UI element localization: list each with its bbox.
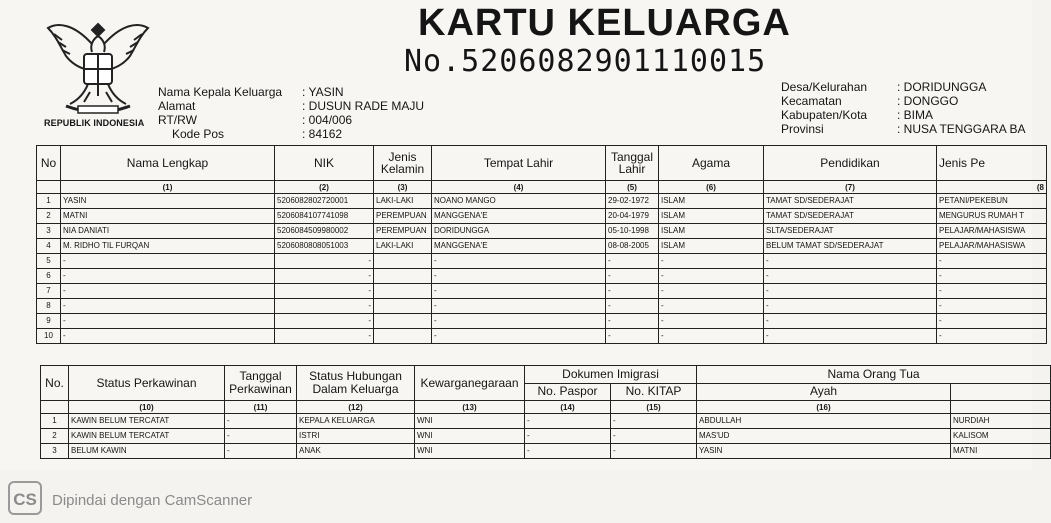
cell-kerja: PELAJAR/MAHASISWA: [937, 239, 1047, 254]
cell-kitap: -: [611, 429, 697, 444]
cell-pend: -: [764, 254, 937, 269]
cell-jk: LAKI-LAKI: [374, 239, 432, 254]
index-cell: (12): [297, 401, 415, 414]
cell-no: 3: [41, 444, 69, 459]
cell-tgl: -: [606, 284, 659, 299]
cell-no: 1: [41, 414, 69, 429]
table-row: [37, 224, 1047, 239]
table-row: [37, 284, 1047, 299]
cell-hub: ISTRI: [297, 429, 415, 444]
document-title: KARTU KELUARGA: [418, 2, 791, 44]
camscanner-logo-icon: CS: [8, 481, 42, 515]
cell-kerja: -: [937, 329, 1047, 344]
cell-tgl: -: [606, 299, 659, 314]
cell-no: 9: [37, 314, 61, 329]
cell-pend: BELUM TAMAT SD/SEDERAJAT: [764, 239, 937, 254]
cell-tgl: 20-04-1979: [606, 209, 659, 224]
index-cell: (11): [225, 401, 297, 414]
cell-tempat: NOANO MANGO: [432, 194, 606, 209]
index-cell: (2): [275, 181, 374, 194]
cell-no: 2: [41, 429, 69, 444]
garuda-emblem-icon: [44, 14, 152, 124]
cell-no: 1: [37, 194, 61, 209]
cell-tgl: -: [225, 444, 297, 459]
cell-hub: KEPALA KELUARGA: [297, 414, 415, 429]
table-row: [37, 209, 1047, 224]
cell-jk: [374, 284, 432, 299]
col-header-no-paspor: No. Paspor: [525, 383, 611, 401]
header-label: RT/RW: [158, 113, 197, 127]
cell-tempat: -: [432, 314, 606, 329]
table-row: [37, 299, 1047, 314]
cell-tgl: 05-10-1998: [606, 224, 659, 239]
cell-tgl: -: [225, 414, 297, 429]
col-header-tanggal-perkawinan: Tanggal Perkawinan: [225, 366, 297, 401]
cell-agama: ISLAM: [659, 209, 764, 224]
header-value: : DONGGO: [897, 94, 959, 108]
cell-warga: WNI: [415, 444, 525, 459]
cell-no: 4: [37, 239, 61, 254]
cell-tempat: -: [432, 329, 606, 344]
cell-tempat: -: [432, 284, 606, 299]
cell-nama: -: [61, 314, 275, 329]
cell-ibu: NURDIAH: [951, 414, 1051, 429]
cell-paspor: -: [525, 429, 611, 444]
cell-warga: WNI: [415, 414, 525, 429]
cell-kerja: MENGURUS RUMAH T: [937, 209, 1047, 224]
col-header-dokumen-imigrasi: Dokumen Imigrasi: [525, 366, 697, 384]
header-value: : 004/006: [302, 113, 353, 127]
table-row: [41, 444, 1051, 459]
index-cell: (4): [432, 181, 606, 194]
cell-pend: SLTA/SEDERAJAT: [764, 224, 937, 239]
cell-pend: -: [764, 329, 937, 344]
status-table: [40, 365, 1051, 459]
cell-agama: -: [659, 254, 764, 269]
cell-nik: -: [275, 254, 374, 269]
col-header-nik: NIK: [275, 146, 374, 181]
index-cell: (1): [61, 181, 275, 194]
cell-no: 5: [37, 254, 61, 269]
header-label: Kabupaten/Kota: [781, 108, 868, 122]
header-label: Kecamatan: [781, 94, 842, 108]
cell-tgl: -: [606, 254, 659, 269]
table-row: [41, 414, 1051, 429]
cell-tgl: -: [606, 329, 659, 344]
cell-ayah: YASIN: [697, 444, 951, 459]
camscanner-watermark: Dipindai dengan CamScanner: [52, 492, 253, 509]
cell-tgl: -: [606, 314, 659, 329]
table-row: [37, 314, 1047, 329]
cell-jk: LAKI-LAKI: [374, 194, 432, 209]
index-cell: (15): [611, 401, 697, 414]
cell-kerja: -: [937, 254, 1047, 269]
header-value: : DUSUN RADE MAJU: [302, 99, 425, 113]
cell-pend: TAMAT SD/SEDERAJAT: [764, 209, 937, 224]
cell-nama: NIA DANIATI: [61, 224, 275, 239]
cell-tempat: MANGGENA'E: [432, 239, 606, 254]
col-header-ayah: Ayah: [697, 383, 951, 401]
status-table-body: [41, 414, 1051, 459]
header-value: : NUSA TENGGARA BA: [897, 122, 1026, 136]
col-header-agama: Agama: [659, 146, 764, 181]
col-header-no: No.: [41, 366, 69, 401]
cell-paspor: -: [525, 444, 611, 459]
cell-kerja: -: [937, 269, 1047, 284]
index-cell: (10): [69, 401, 225, 414]
cell-agama: -: [659, 299, 764, 314]
cell-nama: -: [61, 299, 275, 314]
cell-status: KAWIN BELUM TERCATAT: [69, 414, 225, 429]
cell-nama: -: [61, 269, 275, 284]
header-label: Nama Kepala Keluarga: [158, 85, 283, 99]
cell-nik: 5206084509980002: [275, 224, 374, 239]
table-row: [37, 254, 1047, 269]
col-header-no: No: [37, 146, 61, 181]
cell-agama: ISLAM: [659, 224, 764, 239]
header-label: Alamat: [158, 99, 196, 113]
cell-tgl: -: [225, 429, 297, 444]
cell-agama: -: [659, 329, 764, 344]
cell-tempat: -: [432, 254, 606, 269]
header-value: : DORIDUNGGA: [897, 80, 987, 94]
cell-tgl: 08-08-2005: [606, 239, 659, 254]
cell-paspor: -: [525, 414, 611, 429]
cell-nik: 5206084107741098: [275, 209, 374, 224]
index-cell: (7): [764, 181, 937, 194]
cell-status: BELUM KAWIN: [69, 444, 225, 459]
header-value: : BIMA: [897, 108, 934, 122]
cell-pend: -: [764, 284, 937, 299]
cell-pend: -: [764, 269, 937, 284]
col-header-ibu: [951, 383, 1051, 401]
cell-status: KAWIN BELUM TERCATAT: [69, 429, 225, 444]
cell-tempat: -: [432, 269, 606, 284]
col-header-kewarganegaraan: Kewarganegaraan: [415, 366, 525, 401]
cell-tempat: DORIDUNGGA: [432, 224, 606, 239]
cell-no: 7: [37, 284, 61, 299]
header-label: Provinsi: [781, 122, 824, 136]
cell-no: 8: [37, 299, 61, 314]
header-value: : YASIN: [302, 85, 344, 99]
cell-jk: [374, 314, 432, 329]
index-cell: (13): [415, 401, 525, 414]
cell-nama: -: [61, 329, 275, 344]
cell-nik: -: [275, 314, 374, 329]
cell-agama: -: [659, 284, 764, 299]
cell-kerja: -: [937, 284, 1047, 299]
col-header-nama-orang-tua: Nama Orang Tua: [697, 366, 1051, 384]
cell-nama: M. RIDHO TIL FURQAN: [61, 239, 275, 254]
cell-tgl: 29-02-1972: [606, 194, 659, 209]
col-header-status-perkawinan: Status Perkawinan: [69, 366, 225, 401]
cell-warga: WNI: [415, 429, 525, 444]
cell-pend: -: [764, 299, 937, 314]
cell-no: 10: [37, 329, 61, 344]
cell-tempat: MANGGENA'E: [432, 209, 606, 224]
table-row: [37, 239, 1047, 254]
col-header-nama: Nama Lengkap: [61, 146, 275, 181]
header-value: : 84162: [302, 127, 343, 141]
cell-hub: ANAK: [297, 444, 415, 459]
col-header-no-kitap: No. KITAP: [611, 383, 697, 401]
cell-agama: ISLAM: [659, 194, 764, 209]
cell-jk: [374, 269, 432, 284]
cell-jk: [374, 299, 432, 314]
col-header-jenis-kelamin: Jenis Kelamin: [374, 146, 432, 181]
header-label: Desa/Kelurahan: [781, 80, 868, 94]
cell-pend: -: [764, 314, 937, 329]
index-cell-blank: [951, 401, 1051, 414]
col-header-pendidikan: Pendidikan: [764, 146, 937, 181]
document-number: No.5206082901110015: [404, 44, 767, 79]
cell-pend: TAMAT SD/SEDERAJAT: [764, 194, 937, 209]
cell-jk: [374, 254, 432, 269]
index-cell: (8: [937, 181, 1047, 194]
table-row: [37, 194, 1047, 209]
cell-kerja: PELAJAR/MAHASISWA: [937, 224, 1047, 239]
cell-nik: 5206082802720001: [275, 194, 374, 209]
emblem-caption: REPUBLIK INDONESIA: [44, 118, 145, 128]
cell-kitap: -: [611, 444, 697, 459]
cell-nama: MATNI: [61, 209, 275, 224]
col-header-status-hubungan: Status Hubungan Dalam Keluarga: [297, 366, 415, 401]
cell-agama: -: [659, 269, 764, 284]
cell-nik: -: [275, 284, 374, 299]
cell-kerja: -: [937, 299, 1047, 314]
index-cell-blank: [37, 181, 61, 194]
cell-ayah: MAS'UD: [697, 429, 951, 444]
cell-kitap: -: [611, 414, 697, 429]
cell-nik: -: [275, 329, 374, 344]
cell-ibu: KALISOM: [951, 429, 1051, 444]
cell-jk: PEREMPUAN: [374, 224, 432, 239]
col-header-jenis-pekerjaan: Jenis Pe: [937, 146, 1047, 181]
members-table-body: [37, 194, 1047, 344]
cell-kerja: -: [937, 314, 1047, 329]
cell-ayah: ABDULLAH: [697, 414, 951, 429]
table-row: [37, 329, 1047, 344]
cell-kerja: PETANI/PEKEBUN: [937, 194, 1047, 209]
cell-nik: 5206080808051003: [275, 239, 374, 254]
cell-tempat: -: [432, 299, 606, 314]
table-row: [41, 429, 1051, 444]
table-row: [37, 269, 1047, 284]
index-cell: (14): [525, 401, 611, 414]
cell-no: 2: [37, 209, 61, 224]
cell-agama: ISLAM: [659, 239, 764, 254]
cell-nama: -: [61, 254, 275, 269]
index-cell: (5): [606, 181, 659, 194]
members-table: [36, 145, 1047, 344]
cell-no: 6: [37, 269, 61, 284]
cell-jk: [374, 329, 432, 344]
cell-no: 3: [37, 224, 61, 239]
index-cell: (16): [697, 401, 951, 414]
cell-jk: PEREMPUAN: [374, 209, 432, 224]
garuda-emblem: [44, 14, 152, 132]
header-label: Kode Pos: [172, 127, 225, 141]
cell-nik: -: [275, 299, 374, 314]
cell-nik: -: [275, 269, 374, 284]
col-header-tempat-lahir: Tempat Lahir: [432, 146, 606, 181]
index-cell: (6): [659, 181, 764, 194]
index-cell: (3): [374, 181, 432, 194]
col-header-tanggal-lahir: Tanggal Lahir: [606, 146, 659, 181]
cell-agama: -: [659, 314, 764, 329]
index-cell-blank: [41, 401, 69, 414]
cell-nama: -: [61, 284, 275, 299]
cell-nama: YASIN: [61, 194, 275, 209]
cell-ibu: MATNI: [951, 444, 1051, 459]
cell-tgl: -: [606, 269, 659, 284]
